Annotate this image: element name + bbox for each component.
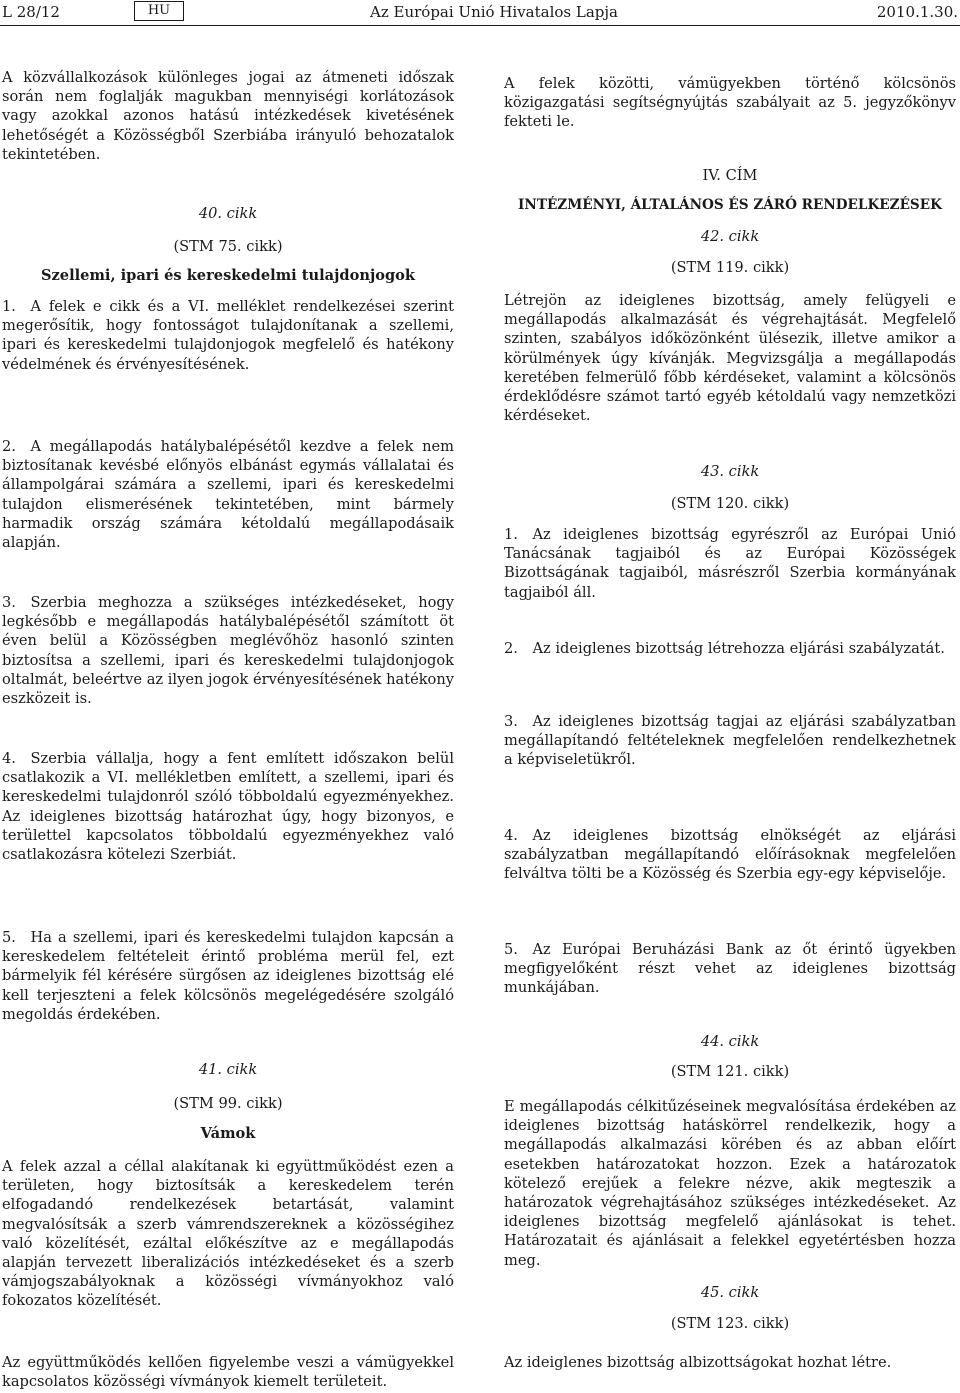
language-badge: HU	[134, 1, 184, 21]
article-40-para-3: 3. Szerbia meghozza a szükséges intézkedéseket, hogy legkésőbb e megállapodás hatálybalépésétől számított öt éven belül a Közösségben meglévőhöz hasonló szinten biztosítsa a szellemi, ipari és kereskedelmi tulajdonjogok oltalmát, beleértve az ilyen jogok érvényesítésének hatékony eszközeit is.	[2, 594, 454, 708]
article-45-title: 45. cikk	[700, 1284, 760, 1301]
article-43-stm: (STM 120. cikk)	[670, 495, 790, 512]
article-40-heading: Szellemi, ipari és kereskedelmi tulajdonjogok	[40, 267, 416, 284]
article-41-para-1: A felek azzal a céllal alakítanak ki együttműködést ezen a területen, hogy biztosítsák a kereskedelem terén elfogadandó rendelkezések betartását, valamint megvalósítsák a szerb vámrendszereknek a közösségihez való közelítését, ezáltal előkészítve az e megállapodás alapján tervezett liberalizációs intézkedéseket és a szerb vámjogszabályoknak a közösségi vívmányokhoz való fokozatos közelítését.	[2, 1158, 454, 1310]
article-40-para-2: 2. A megállapodás hatálybalépésétől kezdve a felek nem biztosítanak kevésbé előnyös elbánást egymás vállalatai és állampolgárai számára a szellemi, ipari és kereskedelmi tulajdon elismerésének tekintetében, mint bármely harmadik ország számára kétoldalú megállapodásaik alapján.	[2, 438, 454, 552]
article-40-para-5: 5. Ha a szellemi, ipari és kereskedelmi tulajdon kapcsán a kereskedelem feltételeit érintő probléma merül fel, ezt bármelyik fél kérésére sürgősen az ideiglenes bizottság elé kell terjeszteni a felek kölcsönös megelégedésére szolgáló megoldás érdekében.	[2, 929, 454, 1023]
page-number: L 28/12	[2, 3, 60, 21]
article-40-stm: (STM 75. cikk)	[173, 238, 283, 255]
article-43-para-3: 3. Az ideiglenes bizottság tagjai az eljárási szabályzatban megállapítandó feltételeknek megfelelően rendelkezhetnek a képviseletükről.	[504, 713, 956, 769]
journal-title: Az Európai Unió Hivatalos Lapja	[370, 3, 618, 21]
title-iv-heading: INTÉZMÉNYI, ÁLTALÁNOS ÉS ZÁRÓ RENDELKEZÉSEK	[518, 197, 942, 213]
publication-date: 2010.1.30.	[876, 3, 958, 21]
article-41-title: 41. cikk	[198, 1061, 258, 1078]
title-iv: IV. CÍM	[702, 167, 758, 184]
article-43-para-4: 4. Az ideiglenes bizottság elnökségét az eljárási szabályzatban megállapítandó előírásoknak megfelelően felváltva tölti be a Közösség és Szerbia egy-egy képviselője.	[504, 827, 956, 883]
article-43-para-5: 5. Az Európai Beruházási Bank az őt érintő ügyekben megfigyelőként részt vehet az ideiglenes bizottság munkájában.	[504, 941, 956, 997]
article-44-title: 44. cikk	[700, 1033, 760, 1050]
header-rule	[0, 25, 960, 26]
left-intro-paragraph: A közvállalkozások különleges jogai az átmeneti időszak során nem foglalják magukban mennyiségi korlátozások vagy azokkal azonos hatású intézkedések kivetésének lehetőségét a Közösségből Szerbiába irányuló behozatalok tekintetében.	[2, 69, 454, 163]
article-40-title: 40. cikk	[198, 205, 258, 222]
article-41-heading: Vámok	[200, 1125, 256, 1142]
article-43-para-1: 1. Az ideiglenes bizottság egyrészről az Európai Unió Tanácsának tagjaiból és az Európai Közösségek Bizottságának tagjaiból, másrészről Szerbia kormányának tagjaiból áll.	[504, 526, 956, 601]
article-42-stm: (STM 119. cikk)	[670, 259, 790, 276]
article-45-stm: (STM 123. cikk)	[670, 1315, 790, 1332]
article-43-para-2: 2. Az ideiglenes bizottság létrehozza eljárási szabályzatát.	[504, 640, 945, 657]
page-header	[0, 0, 960, 28]
article-40-para-1: 1. A felek e cikk és a VI. melléklet rendelkezései szerint megerősítik, hogy fontosságot tulajdonítanak a szellemi, ipari és kereskedelmi tulajdonjogok megfelelő és hatékony védelmének és érvényesítésének.	[2, 298, 454, 373]
article-45-para-1: Az ideiglenes bizottság albizottságokat hozhat létre.	[504, 1354, 892, 1371]
article-42-title: 42. cikk	[700, 228, 760, 245]
article-41-para-2: Az együttműködés kellően figyelembe veszi a vámügyekkel kapcsolatos közösségi vívmányok kiemelt területeit.	[2, 1354, 454, 1391]
article-42-para-1: Létrejön az ideiglenes bizottság, amely felügyeli e megállapodás alkalmazását és végrehajtását. Megfelelő szinten, szabályos időközönként ülésezik, illetve amikor a körülmények úgy kívánják. Megvizsgálja a megállapodás keretében felmerülő főbb kérdéseket, valamint a kölcsönös érdeklődésre számot tartó egyéb kétoldalú vagy nemzetközi kérdéseket.	[504, 292, 956, 425]
article-41-stm: (STM 99. cikk)	[173, 1095, 283, 1112]
article-43-title: 43. cikk	[700, 463, 760, 480]
article-44-para-1: E megállapodás célkitűzéseinek megvalósítása érdekében az ideiglenes bizottság hatáskörrel rendelkezik, hogy a megállapodás alkalmazási körében és az abban előírt esetekben határozatokat hozzon. Ezek a határozatok kötelező erejűek a felekre nézve, akik megteszik a határozatok végrehajtásához szükséges intézkedéseket. Az ideiglenes bizottság megfelelő ajánlásokat is tehet. Határozatait és ajánlásait a felekkel egyetértésben hozza meg.	[504, 1098, 956, 1269]
article-44-stm: (STM 121. cikk)	[670, 1063, 790, 1080]
right-intro-paragraph: A felek közötti, vámügyekben történő kölcsönös közigazgatási segítségnyújtás szabályait az 5. jegyzőkönyv fekteti le.	[504, 75, 956, 131]
article-40-para-4: 4. Szerbia vállalja, hogy a fent említett időszakon belül csatlakozik a VI. mellékletben említett, a szellemi, ipari és kereskedelmi tulajdonról szóló többoldalú egyezményekhez. Az ideiglenes bizottság határozhat úgy, hogy bizonyos, e területtel kapcsolatos többoldalú egyezményekhez való csatlakozásra kötelezi Szerbiát.	[2, 750, 454, 864]
